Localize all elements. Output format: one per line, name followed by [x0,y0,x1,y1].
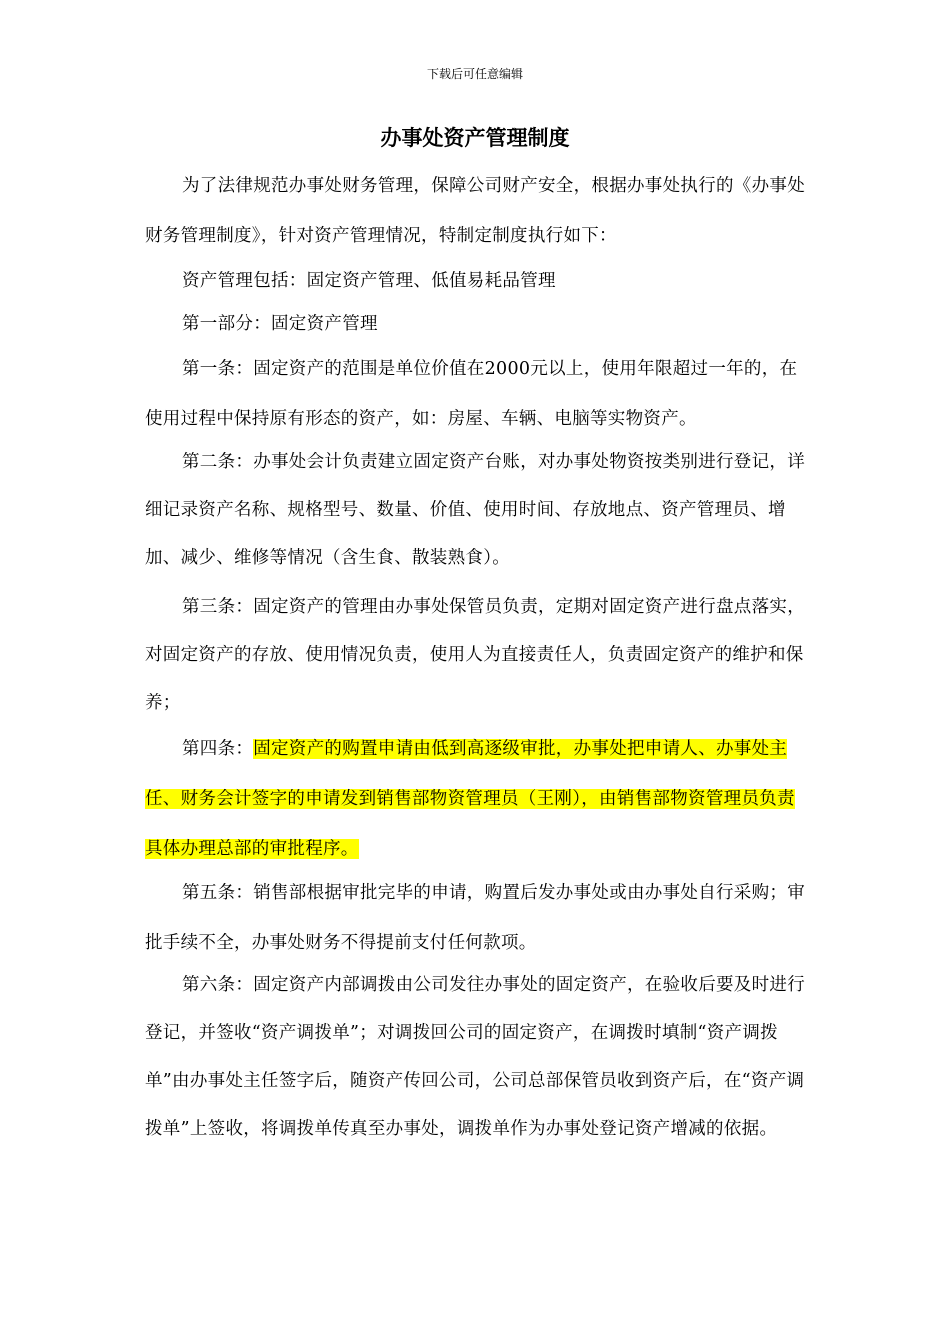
page-header-note: 下载后可任意编辑 [426,67,523,81]
paragraph-scope: 资产管理包括：固定资产管理、低值易耗品管理 [182,271,556,291]
article-6: 第六条：固定资产内部调拨由公司发往办事处的固定资产，在验收后要及时进行登记，并签收“资产调拨单”；对调拨回公司的固定资产，在调拨时填制“资产调拨单”由办事处主任签字后，随资产传回公司，公司总部保管员收到资产后，在“资产调拨单”上签收，将调拨单传真至办事处，调拨单作为办事处登记资产增减的依据。 [145,975,805,1139]
article-2: 第二条：办事处会计负责建立固定资产台账，对办事处物资按类别进行登记，详细记录资产名称、规格型号、数量、价值、使用时间、存放地点、资产管理员、增加、减少、维修等情况（含生食、散装熟食）。 [145,452,805,568]
article-4-prefix: 第四条： [182,739,254,759]
paragraph-intro: 为了法律规范办事处财务管理，保障公司财产安全，根据办事处执行的《办事处财务管理制度》，针对资产管理情况，特制定制度执行如下： [145,176,805,246]
article-1: 第一条：固定资产的范围是单位价值在2000元以上，使用年限超过一年的，在使用过程中保持原有形态的资产，如：房屋、车辆、电脑等实物资产。 [145,359,798,429]
article-5: 第五条：销售部根据审批完毕的申请，购置后发办事处或由办事处自行采购；审批手续不全，办事处财务不得提前支付任何款项。 [145,883,805,953]
article-4 [145,724,811,874]
section-heading-part-one: 第一部分：固定资产管理 [182,314,378,334]
article-4-highlighted-text: 固定资产的购置申请由低到高逐级审批，办事处把申请人、办事处主任、财务会计签字的申请发到销售部物资管理员（王刚），由销售部物资管理员负责具体办理总部的审批程序。 [145,739,795,859]
article-3: 第三条：固定资产的管理由办事处保管员负责，定期对固定资产进行盘点落实，对固定资产的存放、使用情况负责，使用人为直接责任人，负责固定资产的维护和保养； [145,597,805,713]
document-title: 办事处资产管理制度 [380,125,570,150]
